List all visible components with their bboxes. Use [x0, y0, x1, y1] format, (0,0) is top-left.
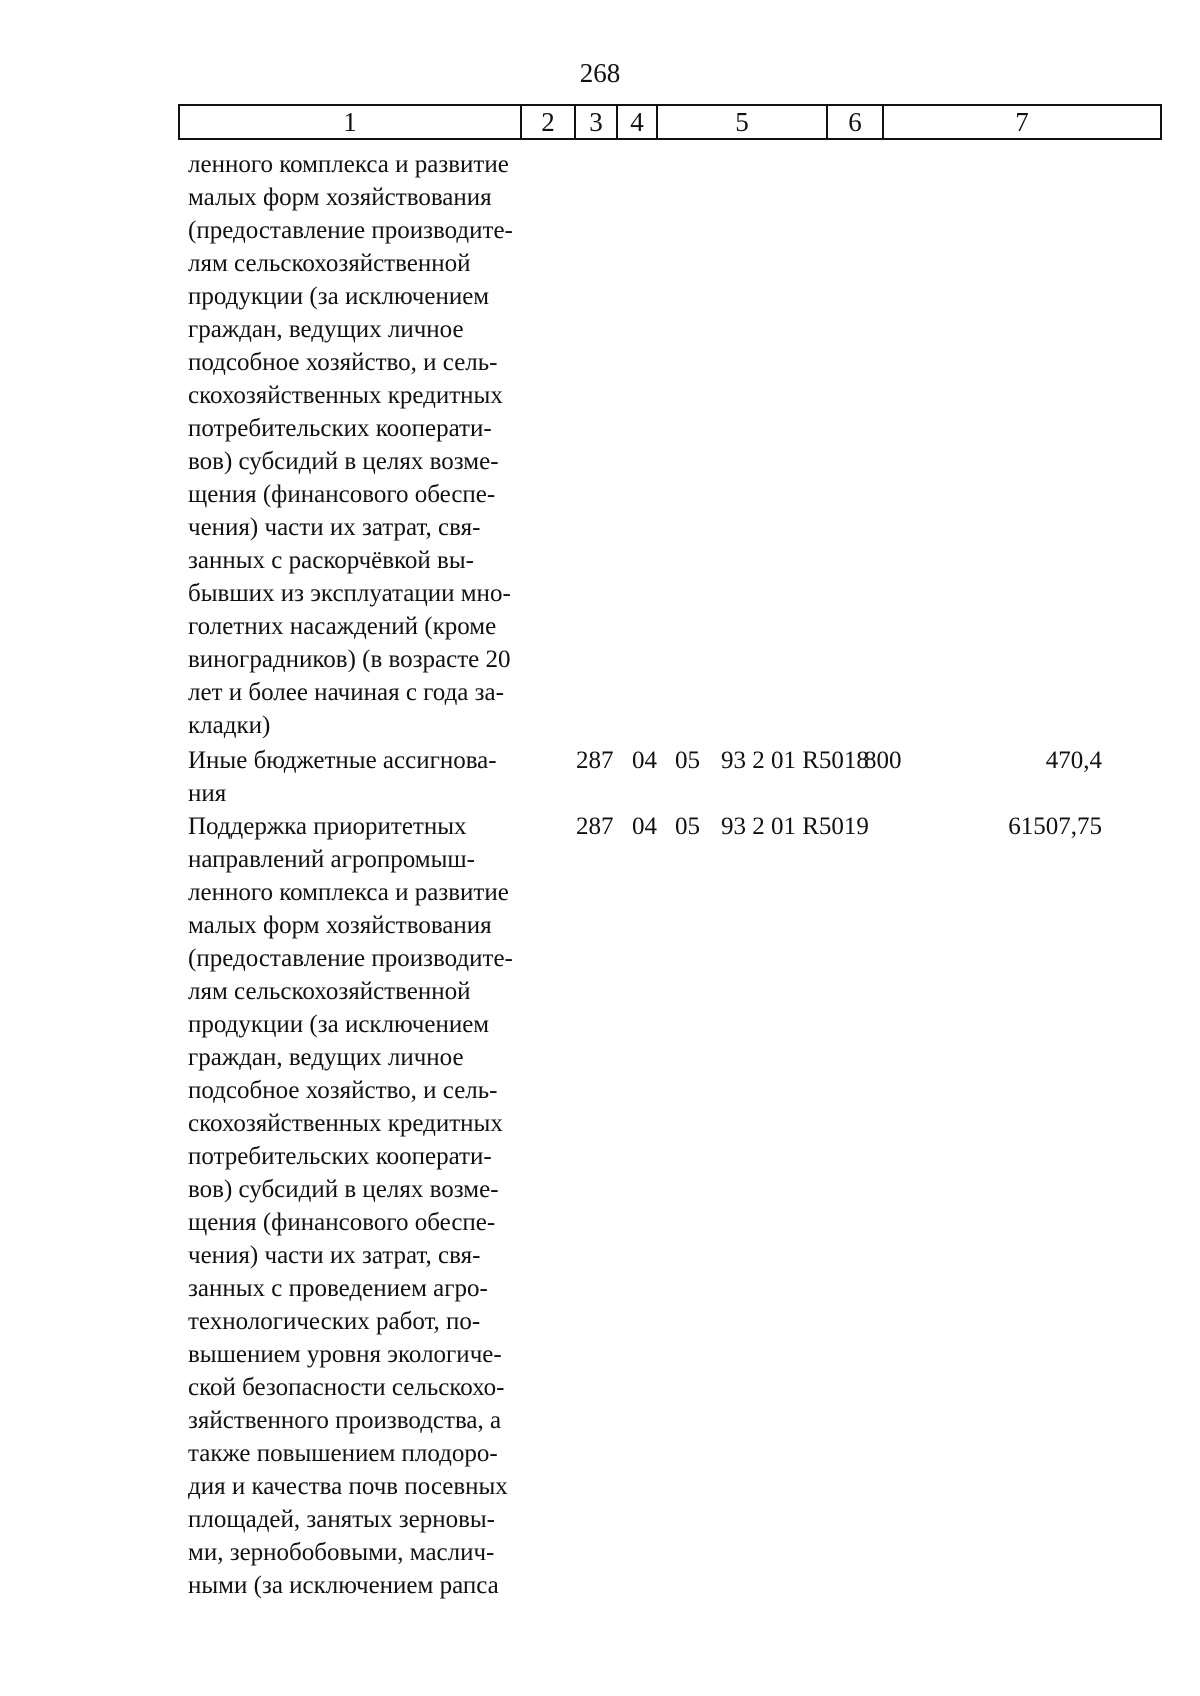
- row-code-col3: 04: [632, 813, 657, 840]
- row-description: ленного комплекса и развитие малых форм хозяйствования (предоставление производите- лям сельскохозяйственной продукции (за исключением граждан, ведущих личное подсобное хозяйство, и сель- скохозяйственных кредитных потребительских кооперати- вов) субсидий в целях возме- щения (финансового обеспе- чения) части их затрат, свя- занных с раскорчёвкой вы- бывших из эксплуатации мно- голетних насаждений (кроме виноградников) (в возрасте 20 лет и более начиная с года за- кладки): [188, 151, 513, 739]
- row-amount: 470,4: [1045, 747, 1102, 774]
- page-number: 268: [579, 58, 621, 88]
- header-col-1: 1: [343, 107, 357, 137]
- table-body: [188, 148, 1162, 1602]
- row-code-col2: 287: [576, 747, 614, 774]
- header-col-4: 4: [616, 106, 656, 138]
- header-col-3: 3: [574, 106, 616, 138]
- row-code-col5: 93 2 01 R5018: [721, 747, 869, 774]
- header-col-2: 2: [520, 106, 574, 138]
- row-code-col2: 287: [576, 813, 614, 840]
- row-code-col4: 05: [675, 813, 700, 840]
- row-description: Поддержка приоритетных направлений агропромыш- ленного комплекса и развитие малых форм хозяйствования (предоставление производите- лям сельскохозяйственной продукции (за исключением граждан, ведущих личное подсобное хозяйство, и сель- скохозяйственных кредитных потребительских кооперати- вов) субсидий в целях возме- щения (финансового обеспе- чения) части их затрат, свя- занных с проведением агро- технологических работ, по- вышением уровня экологиче- ской безопасности сельскохо- зяйственного производства, а также повышением плодоро- дия и качества почв посевных площадей, занятых зерновы- ми, зернобобовыми, маслич- ными (за исключением рапса: [188, 813, 513, 1599]
- row-description: Иные бюджетные ассигнова- ния: [188, 747, 497, 807]
- row-code-col5: 93 2 01 R5019: [721, 813, 869, 840]
- header-col-6: 6: [826, 106, 882, 138]
- row-code-col3: 04: [632, 747, 657, 774]
- table-row: [188, 148, 1162, 742]
- table-row: [188, 744, 1162, 810]
- header-col-5: 5: [656, 106, 826, 138]
- row-code-col4: 05: [675, 747, 700, 774]
- row-code-col6: 800: [864, 747, 902, 774]
- table-header-row: [178, 104, 1162, 140]
- table-row: [188, 810, 1162, 1602]
- row-amount: 61507,75: [1008, 813, 1102, 840]
- header-col-7: 7: [882, 106, 1160, 138]
